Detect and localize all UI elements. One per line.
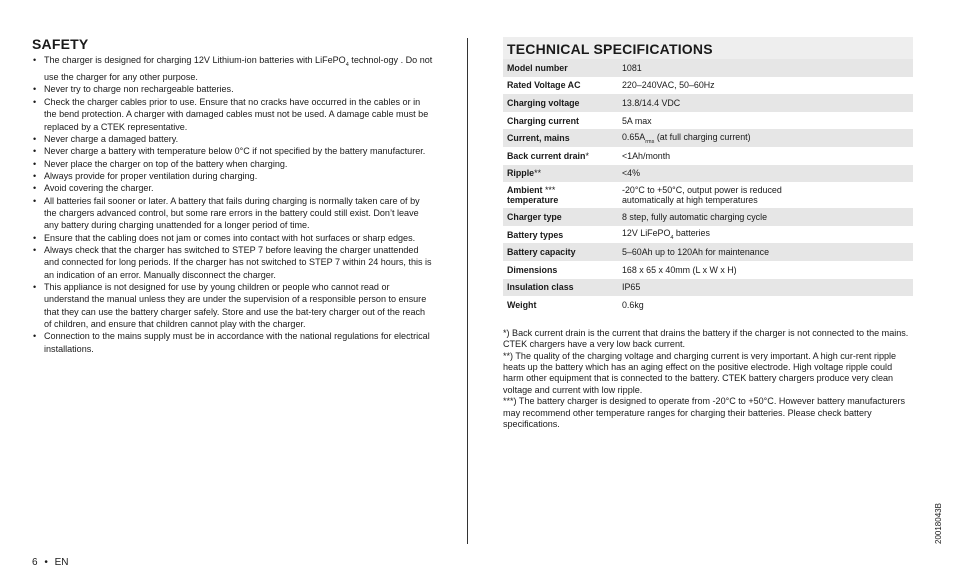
safety-list <box>32 54 434 355</box>
spec-value: IP65 <box>618 279 913 297</box>
spec-label: Charging voltage <box>503 94 618 112</box>
footnote: *) Back current drain is the current that drains the battery if the charger is not connected to the mains. CTEK chargers have a very low back current. <box>503 327 909 350</box>
spec-label: Battery types <box>507 229 564 240</box>
spec-row <box>503 59 913 77</box>
page-footer <box>32 557 69 568</box>
spec-value: 168 x 65 x 40mm (L x W x H) <box>622 264 737 275</box>
spec-row <box>503 296 913 314</box>
safety-title: SAFETY <box>32 36 89 52</box>
spec-row <box>503 147 913 165</box>
safety-item: • Never try to charge non rechargeable batteries. <box>32 83 434 95</box>
spec-row <box>503 165 913 183</box>
spec-value: 5A max <box>622 115 652 126</box>
safety-item: • Avoid covering the charger. <box>32 182 434 194</box>
footer-separator: • <box>44 557 48 568</box>
column-divider <box>467 38 468 544</box>
safety-item: • Check the charger cables prior to use. Ensure that no cracks have occurred in the cables or in the bend protection. A charger with damaged cables must not be used. A damage cable must be replaced by a CTEK representative. <box>32 96 434 133</box>
spec-label: Model number <box>503 59 618 77</box>
spec-value: -20°C to +50°C, output power is reduced automatically at high temperatures <box>622 185 782 206</box>
safety-item: • Never charge a damaged battery. <box>32 133 434 145</box>
footnote: **) The quality of the charging voltage and charging current is very important. A high cur-rent ripple heats up the battery which has an aging effect on the positive electrode. High voltage ripple could harm other equipment that is connected to the battery. CTEK battery chargers produce very clean voltage and current with low ripple. <box>503 350 897 395</box>
safety-item: • Ensure that the cabling does not jam or comes into contact with hot surfaces or sharp edges. <box>32 232 434 244</box>
spec-row <box>503 129 913 147</box>
document-code: 20018043B <box>934 503 943 544</box>
spec-label: Dimensions <box>507 264 558 275</box>
safety-section <box>32 36 434 355</box>
spec-row <box>503 182 913 208</box>
spec-row <box>503 94 913 112</box>
spec-label: Back current drain* <box>507 150 589 161</box>
safety-item: • Connection to the mains supply must be in accordance with the national regulations for electrical installations. <box>32 330 434 355</box>
safety-item: • Never charge a battery with temperature below 0°C if not specified by the battery manufacturer. <box>32 145 434 157</box>
spec-value: 5–60Ah up to 120Ah for maintenance <box>618 243 913 261</box>
spec-label: Ambient *** temperature <box>507 185 559 206</box>
spec-value: <1Ah/month <box>622 150 671 161</box>
spec-label: Weight <box>507 299 537 310</box>
spec-label: Charging current <box>507 115 579 126</box>
spec-label: Ripple** <box>503 165 618 183</box>
spec-value: 12V LiFePO$_4$ batteries <box>622 228 710 241</box>
spec-value: <4% <box>618 165 913 183</box>
spec-value: $0.65A_{rms}$ (at full charging current) <box>618 129 913 147</box>
safety-item: • Never place the charger on top of the battery when charging. <box>32 158 434 170</box>
specs-table <box>503 59 913 314</box>
safety-item: • All batteries fail sooner or later. A battery that fails during charging is normally taken care of by the chargers advanced control, but some rare errors in the battery could still exist. Don’t leave any battery during charging unattended for a longer period of time. <box>32 195 434 232</box>
spec-row <box>503 208 913 226</box>
spec-label: Charger type <box>503 208 618 226</box>
spec-row <box>503 261 913 279</box>
spec-value: 13.8/14.4 VDC <box>618 94 913 112</box>
spec-label: Insulation class <box>503 279 618 297</box>
spec-row <box>503 112 913 130</box>
specs-title: TECHNICAL SPECIFICATIONS <box>503 37 913 59</box>
spec-value: 8 step, fully automatic charging cycle <box>618 208 913 226</box>
safety-item: • Always check that the charger has switched to STEP 7 before leaving the charger unattended and connected for long periods. If the charger has not switched to STEP 7 within 24 hours, this is an indication of an error. Manually disconnect the charger. <box>32 244 434 281</box>
spec-label: Battery capacity <box>503 243 618 261</box>
spec-label: Rated Voltage AC <box>507 80 581 91</box>
safety-item: • This appliance is not designed for use by young children or people who cannot read or understand the manual unless they are under the supervision of a responsible person to ensure that they can use the battery charger safely. Store and use the bat-tery charger out of the reach of children, and ensure that children cannot play with the charger. <box>32 281 434 330</box>
spec-row <box>503 77 913 95</box>
spec-row <box>503 243 913 261</box>
page-number: 6 <box>32 557 38 568</box>
spec-value: 0.6kg <box>622 299 644 310</box>
spec-row <box>503 226 913 244</box>
specs-section <box>503 37 913 430</box>
footnote: ***) The battery charger is designed to operate from -20°C to +50°C. However battery manufacturers may recommend other temperature ranges for charging their batteries. Please check battery specifications. <box>503 396 906 429</box>
safety-item: • The charger is designed for charging 12V Lithium-ion batteries with LiFePO$_4$ technol-ogy . Do not use the charger for any other purpose. <box>32 54 434 83</box>
spec-label: Current, mains <box>503 129 618 147</box>
safety-item: • Always provide for proper ventilation during charging. <box>32 170 434 182</box>
spec-value: 220–240VAC, 50–60Hz <box>622 80 715 91</box>
spec-value: 1081 <box>618 59 913 77</box>
footnotes <box>503 328 913 431</box>
language-code: EN <box>54 557 69 568</box>
spec-row <box>503 279 913 297</box>
